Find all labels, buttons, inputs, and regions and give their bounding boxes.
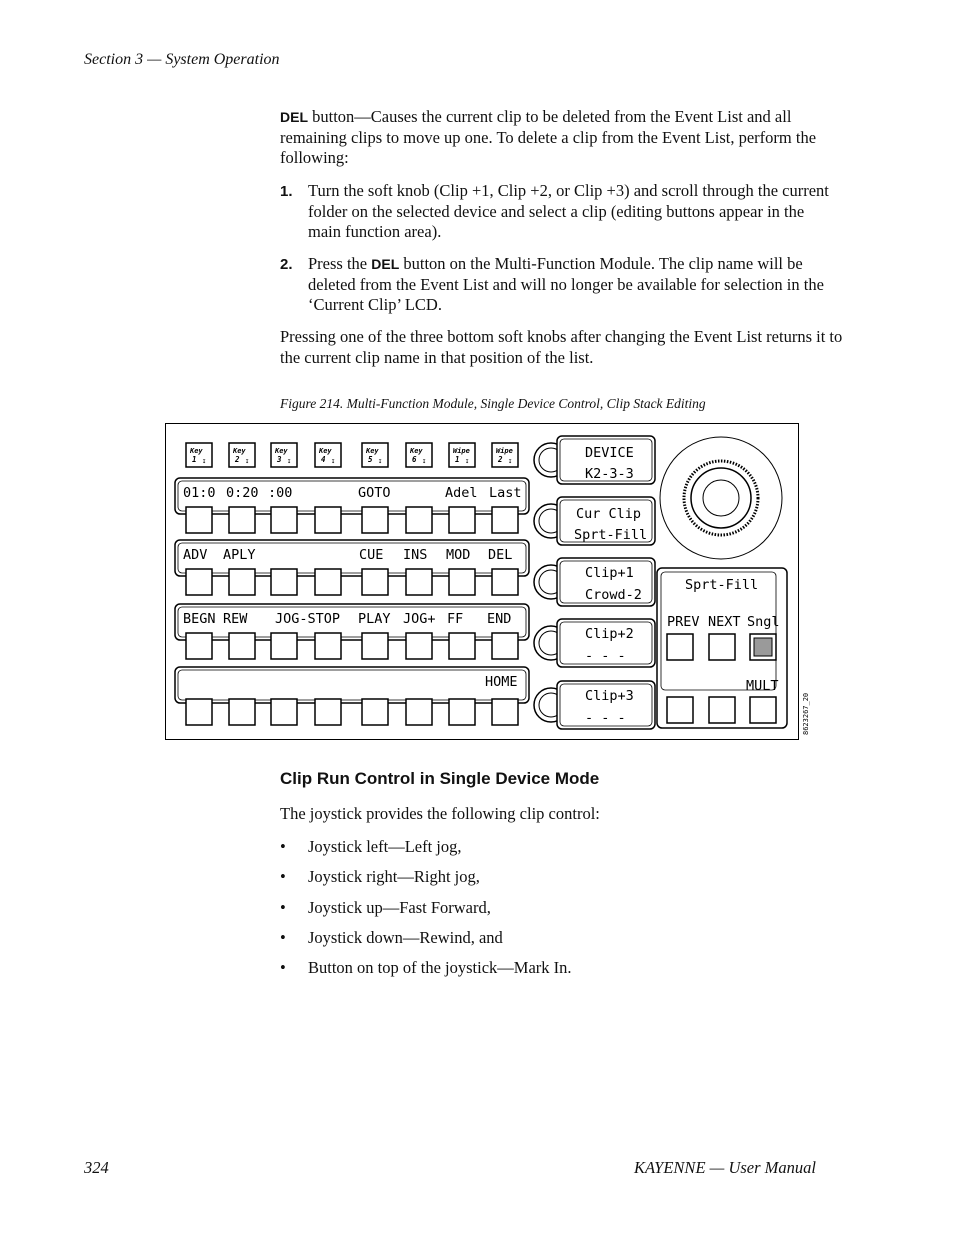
key-arrow-icon: ↧ <box>331 457 336 465</box>
function-button[interactable] <box>229 569 255 595</box>
lcd-label: APLY <box>223 547 256 563</box>
key-button-name: Key <box>366 447 379 455</box>
function-button[interactable] <box>186 507 212 533</box>
next-label: NEXT <box>708 614 741 630</box>
key-button-name: Key <box>233 447 246 455</box>
key-arrow-icon: ↧ <box>202 457 207 465</box>
joystick-intro: The joystick provides the following clip control: <box>280 804 600 823</box>
step-text <box>308 254 840 316</box>
closing-paragraph: Pressing one of the three bottom soft knobs after changing the Event List returns it to the current clip name in that position of the list. <box>280 327 843 367</box>
bullet-dot: • <box>280 867 286 886</box>
soft-knob-3 <box>534 558 655 606</box>
key-2-button[interactable] <box>229 443 255 467</box>
figure-caption: Figure 214. Multi-Function Module, Single Device Control, Clip Stack Editing <box>280 396 706 411</box>
bullet-dot: • <box>280 837 286 856</box>
function-button[interactable] <box>362 569 388 595</box>
soft-knob-1 <box>534 436 655 484</box>
lcd-label: JOG-STOP <box>275 611 341 627</box>
soft-knob-5 <box>534 681 655 729</box>
key-button-name: Wipe <box>496 447 513 455</box>
key-arrow-icon: ↧ <box>465 457 470 465</box>
function-button[interactable] <box>315 633 341 659</box>
key-button-number: 6 <box>412 455 417 464</box>
key-arrow-icon: ↧ <box>508 457 513 465</box>
key-5-button[interactable] <box>362 443 388 467</box>
step-number: 1. <box>280 183 293 200</box>
knob-label-line2: K2-3-3 <box>585 466 634 482</box>
key-button-name: Key <box>410 447 423 455</box>
lcd-label: JOG+ <box>403 611 436 627</box>
function-button[interactable] <box>315 699 341 725</box>
function-button[interactable] <box>271 569 297 595</box>
function-button[interactable] <box>449 569 475 595</box>
function-button[interactable] <box>406 633 432 659</box>
key-1-button[interactable] <box>186 443 212 467</box>
lcd-label: CUE <box>359 547 384 563</box>
key-button-name: Key <box>190 447 203 455</box>
intro-text: button—Causes the current clip to be deleted from the Event List and all remaining clips to move up one. To delete a clip from the Event List, perform the following: <box>280 107 817 167</box>
footer-title: KAYENNE — User Manual <box>634 1158 816 1177</box>
function-button[interactable] <box>362 633 388 659</box>
function-button[interactable] <box>449 507 475 533</box>
lcd-label: MOD <box>446 547 471 563</box>
key-button-number: 1 <box>192 455 197 464</box>
key-7-button[interactable] <box>449 443 475 467</box>
function-button[interactable] <box>229 507 255 533</box>
soft-knob-4 <box>534 619 655 667</box>
mult-button[interactable] <box>750 697 776 723</box>
lcd-label: Last <box>489 485 522 501</box>
lcd-label: 01:0 <box>183 485 216 501</box>
step-post: button on the Multi-Function Module. The clip name will be deleted from the Event List and will no longer be available for selection in the ‘Current Clip’ LCD. <box>308 254 824 314</box>
function-button[interactable] <box>186 569 212 595</box>
key-button-number: 1 <box>455 455 460 464</box>
function-button[interactable] <box>271 699 297 725</box>
lcd-label: ADV <box>183 547 208 563</box>
key-button-number: 2 <box>498 455 503 464</box>
key-button-number: 3 <box>277 455 282 464</box>
prev-button[interactable] <box>667 634 693 660</box>
lcd-label: Adel <box>445 485 478 501</box>
knob-label-line2: - - - <box>585 648 626 664</box>
key-3-button[interactable] <box>271 443 297 467</box>
side-panel-title: Sprt-Fill <box>685 577 759 593</box>
key-arrow-icon: ↧ <box>422 457 427 465</box>
key-button-number: 4 <box>321 455 326 464</box>
page-number: 324 <box>84 1158 109 1177</box>
knob-label-line2: Crowd-2 <box>585 587 642 603</box>
function-button[interactable] <box>492 699 518 725</box>
multi-function-module-figure <box>165 423 810 741</box>
function-button[interactable] <box>492 633 518 659</box>
function-button[interactable] <box>315 507 341 533</box>
function-button[interactable] <box>492 507 518 533</box>
lcd-label: DEL <box>488 547 513 563</box>
joystick[interactable] <box>660 437 782 559</box>
bullet-dot: • <box>280 928 286 947</box>
sngl-lit-indicator <box>754 638 772 656</box>
side-button[interactable] <box>667 697 693 723</box>
function-button[interactable] <box>449 633 475 659</box>
function-button[interactable] <box>406 699 432 725</box>
key-6-button[interactable] <box>406 443 432 467</box>
running-header: Section 3 — System Operation <box>84 51 280 68</box>
lcd-label: FF <box>447 611 464 627</box>
knob-label-line1: Clip+2 <box>585 626 634 642</box>
key-button-name: Key <box>319 447 332 455</box>
del-keyword: DEL <box>280 109 308 125</box>
function-button[interactable] <box>449 699 475 725</box>
soft-knob-2 <box>534 497 655 545</box>
knob-label-line1: Clip+1 <box>585 565 634 581</box>
key-arrow-icon: ↧ <box>378 457 383 465</box>
sngl-label: Sngl <box>747 614 780 630</box>
joystick-mark-in-button[interactable] <box>703 480 739 516</box>
lcd-label: GOTO <box>358 485 391 501</box>
lcd-label: :00 <box>268 485 293 501</box>
function-button[interactable] <box>362 699 388 725</box>
knob-label-line2: Sprt-Fill <box>574 527 648 543</box>
key-8-button[interactable] <box>492 443 518 467</box>
knob-label-line1: Clip+3 <box>585 688 634 704</box>
lcd-label: PLAY <box>358 611 391 627</box>
lcd-label: 0:20 <box>226 485 259 501</box>
function-button[interactable] <box>406 569 432 595</box>
function-button[interactable] <box>186 633 212 659</box>
function-button[interactable] <box>271 633 297 659</box>
lcd-label: END <box>487 611 512 627</box>
next-button[interactable] <box>709 634 735 660</box>
key-4-button[interactable] <box>315 443 341 467</box>
step-pre: Press the <box>308 254 372 273</box>
function-button[interactable] <box>362 507 388 533</box>
bullet-dot: • <box>280 898 286 917</box>
knob-label-line1: Cur Clip <box>576 506 642 522</box>
section-heading: Clip Run Control in Single Device Mode <box>280 769 600 788</box>
key-arrow-icon: ↧ <box>287 457 292 465</box>
knob-label-line2: - - - <box>585 710 626 726</box>
key-button-number: 2 <box>235 455 240 464</box>
lcd-label: HOME <box>485 674 518 690</box>
function-button[interactable] <box>271 507 297 533</box>
lcd-label: REW <box>223 611 248 627</box>
key-button-number: 5 <box>368 455 373 464</box>
key-arrow-icon: ↧ <box>245 457 250 465</box>
step-text: Turn the soft knob (Clip +1, Clip +2, or Clip +3) and scroll through the current folder on the selected device and select a clip (editing buttons appear in the main function area). <box>308 181 829 241</box>
key-button-name: Key <box>275 447 288 455</box>
prev-label: PREV <box>667 614 700 630</box>
knob-label-line1: DEVICE <box>585 445 634 461</box>
function-button[interactable] <box>406 507 432 533</box>
step-number: 2. <box>280 256 293 273</box>
step-2 <box>280 254 840 316</box>
lcd-label: INS <box>403 547 428 563</box>
figure-code: 8623267_20 <box>802 692 810 735</box>
bullet-dot: • <box>280 958 286 977</box>
function-button[interactable] <box>229 699 255 725</box>
function-button[interactable] <box>229 633 255 659</box>
function-button[interactable] <box>315 569 341 595</box>
key-button-name: Wipe <box>453 447 470 455</box>
side-button[interactable] <box>709 697 735 723</box>
lcd-label: BEGN <box>183 611 216 627</box>
del-keyword: DEL <box>371 256 400 272</box>
function-button[interactable] <box>186 699 212 725</box>
lcd-row-frame <box>175 667 529 703</box>
step-1 <box>280 181 840 243</box>
mult-label: MULT <box>746 678 779 694</box>
function-button[interactable] <box>492 569 518 595</box>
intro-paragraph <box>280 107 845 169</box>
